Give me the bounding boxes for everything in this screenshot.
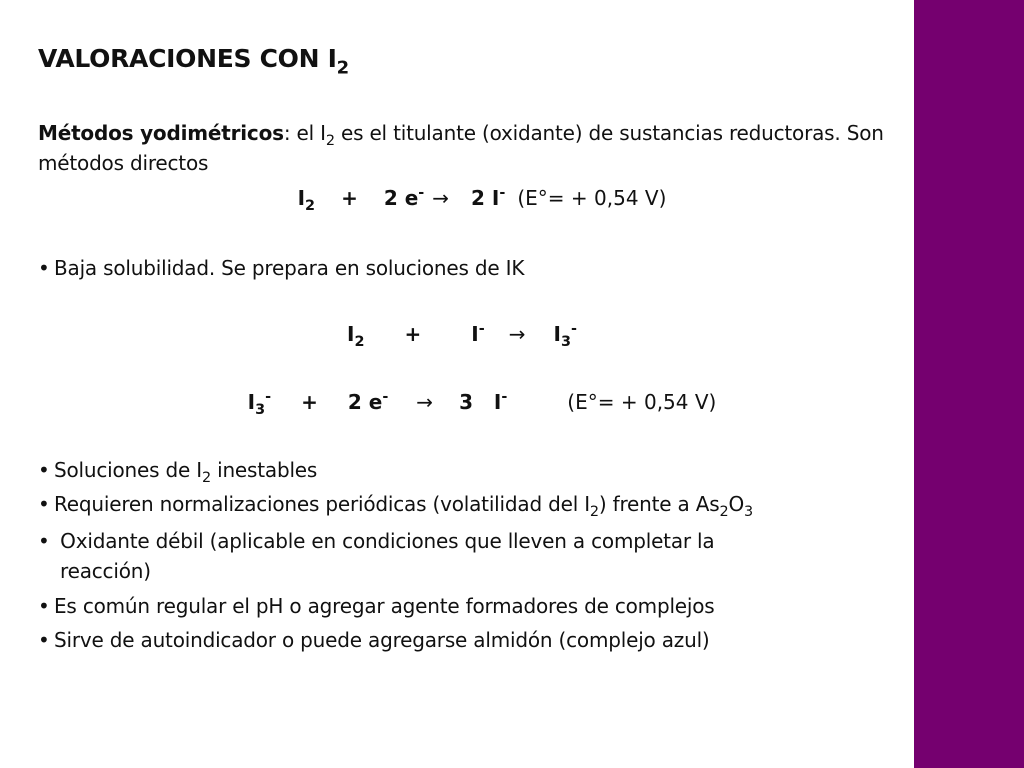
bullet-dot: • xyxy=(38,256,50,280)
eq2-reactant2: I xyxy=(471,322,479,346)
bullet-indicator xyxy=(38,628,710,652)
b6-text: Sirve de autoindicador o puede agregarse almidón (complejo azul) xyxy=(54,628,710,652)
accent-sidebar xyxy=(914,0,1024,768)
b3-pre: Requieren normalizaciones periódicas (volatilidad del I xyxy=(54,492,590,516)
equation-3 xyxy=(0,389,914,419)
eq3-plus: + xyxy=(301,390,318,414)
bullet-dot: • xyxy=(38,594,50,618)
eq3-potential: (E°= + 0,54 V) xyxy=(567,390,717,414)
bullet-dot: • xyxy=(38,529,50,553)
b2-sub: 2 xyxy=(201,470,211,487)
eq2-reactant2-sup: - xyxy=(478,321,485,338)
eq1-electrons-sup: - xyxy=(418,185,425,202)
bullet-dot: • xyxy=(38,628,50,652)
eq2-product-sup: - xyxy=(570,321,577,338)
title-subscript: 2 xyxy=(336,57,349,79)
eq3-product-sup: - xyxy=(501,389,508,406)
equation-2 xyxy=(0,321,914,351)
eq3-arrow: → xyxy=(416,390,434,414)
eq3-electrons: 2 e xyxy=(347,390,383,414)
eq1-arrow: → xyxy=(432,186,450,210)
eq3-reactant1: I xyxy=(247,390,256,414)
bullet-dot: • xyxy=(38,492,50,516)
b3-sub1: 2 xyxy=(589,504,599,521)
bullet-weak-oxidant xyxy=(38,526,898,586)
intro-pre: : el I xyxy=(283,121,326,145)
eq3-product: 3 I xyxy=(459,390,502,414)
b2-pre: Soluciones de I xyxy=(54,458,202,482)
bullet-normalization xyxy=(38,492,753,521)
b3-o: O xyxy=(728,492,744,516)
eq3-reactant1-sub: 3 xyxy=(255,402,266,419)
intro-sub: 2 xyxy=(325,133,335,150)
eq1-plus: + xyxy=(341,186,358,210)
title-text: VALORACIONES CON I xyxy=(38,44,337,73)
eq1-reactant1: I xyxy=(297,186,306,210)
eq3-electrons-sup: - xyxy=(382,389,389,406)
eq2-product: I xyxy=(553,322,561,346)
eq2-arrow: → xyxy=(508,322,526,346)
bullet-solubility-text: Baja solubilidad. Se prepara en soluciones de IK xyxy=(54,256,525,280)
eq3-reactant1-sup: - xyxy=(265,389,272,406)
b4-line1: Oxidante débil (aplicable en condiciones que lleven a completar la xyxy=(54,529,715,553)
intro-bold-term: Métodos yodimétricos xyxy=(38,121,284,145)
intro-post: es el titulante (oxidante) de sustancias reductoras. Son métodos directos xyxy=(38,121,884,175)
eq1-reactant1-sub: 2 xyxy=(305,198,316,215)
b3-sub2: 2 xyxy=(719,504,729,521)
bullet-ph xyxy=(38,594,715,618)
b3-sub3: 3 xyxy=(743,504,753,521)
slide-title xyxy=(38,44,349,79)
eq1-potential: (E°= + 0,54 V) xyxy=(517,186,667,210)
intro-paragraph xyxy=(38,118,908,178)
eq2-reactant1-sub: 2 xyxy=(354,334,365,351)
bullet-unstable xyxy=(38,458,318,487)
eq2-product-sub: 3 xyxy=(560,334,571,351)
eq1-product: 2 I xyxy=(471,186,500,210)
eq1-product-sup: - xyxy=(499,185,506,202)
bullet-dot: • xyxy=(38,458,50,482)
b5-text: Es común regular el pH o agregar agente formadores de complejos xyxy=(54,594,715,618)
b3-mid: ) frente a As xyxy=(598,492,720,516)
eq2-plus: + xyxy=(404,322,422,346)
equation-1 xyxy=(0,185,914,215)
eq2-reactant1: I xyxy=(347,322,355,346)
bullet-solubility xyxy=(38,256,524,280)
eq1-electrons: 2 e xyxy=(383,186,419,210)
b2-post: inestables xyxy=(210,458,318,482)
b4-line2: reacción) xyxy=(60,559,151,583)
